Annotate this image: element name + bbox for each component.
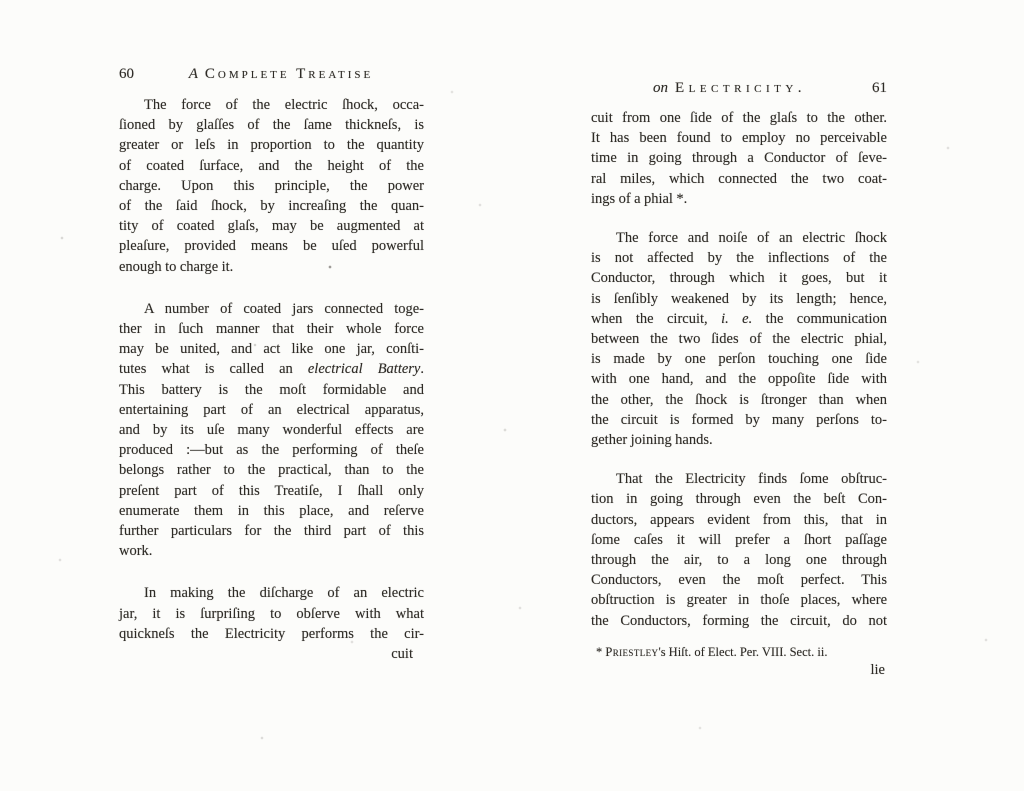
text-segment: ſioned by glaſſes of the ſame thickneſs, is <box>119 117 424 134</box>
text-segment: * <box>596 644 606 659</box>
text-segment: is made by one perſon touching one ſide <box>591 351 887 368</box>
text-segment: charge. Upon this principle, the power <box>119 177 424 194</box>
text-line <box>119 115 424 135</box>
catchword-right: lie <box>870 661 885 678</box>
text-segment: In making the diſcharge of an electric <box>144 585 424 602</box>
text-line <box>119 299 424 319</box>
text-segment: work. <box>119 543 153 560</box>
text-segment: cuit from one ſide of the glaſs to the other. <box>591 110 887 126</box>
text-line <box>119 400 424 420</box>
small-caps-text: Priestley <box>605 644 659 659</box>
text-line <box>119 156 424 176</box>
text-segment: with one hand, and the oppoſite ſide with <box>591 371 887 388</box>
text-line <box>591 550 887 570</box>
text-line <box>119 339 424 359</box>
text-segment: the circuit is formed by many perſons to- <box>591 411 887 428</box>
text-line <box>591 530 887 550</box>
text-line <box>119 440 424 460</box>
text-line <box>591 469 887 489</box>
text-segment: greater or leſs in proportion to the quantity <box>119 137 424 154</box>
text-line <box>591 248 887 268</box>
text-segment: quickneſs the Electricity performs the cir- <box>119 625 424 642</box>
text-line <box>591 228 887 248</box>
text-line <box>591 148 887 168</box>
text-line <box>119 176 424 196</box>
italic-text: electrical Battery <box>307 361 421 378</box>
text-segment: through the air, to a long one through <box>591 552 887 569</box>
text-line <box>591 510 887 530</box>
footnote <box>591 644 887 660</box>
text-segment: It has been found to employ no perceivable <box>591 130 887 147</box>
text-segment: 's Hiſt. of Elect. Per. VIII. Sect. ii. <box>658 644 828 659</box>
text-line <box>591 611 887 631</box>
text-line <box>591 410 887 430</box>
text-segment: when the circuit, <box>591 310 722 327</box>
text-line <box>119 541 424 561</box>
text-segment: time in going through a Conductor of ſeve- <box>591 150 887 167</box>
paragraph <box>591 469 887 631</box>
text-line <box>591 369 887 389</box>
text-segment: gether joining hands. <box>591 432 713 449</box>
text-line <box>119 236 424 256</box>
running-title-caps: Electricity. <box>674 80 807 96</box>
text-line <box>591 489 887 509</box>
text-segment: entertaining part of an electrical apparatus, <box>119 401 424 418</box>
page-60-body-text <box>119 95 424 644</box>
text-segment: of coated ſurface, and the height of the <box>119 157 424 174</box>
running-head-right <box>591 78 887 98</box>
text-segment: ral miles, which connected the two coat- <box>591 170 887 187</box>
paragraph <box>119 299 424 562</box>
text-segment: preſent part of this Treatiſe, I ſhall only <box>119 482 424 499</box>
paragraph <box>119 583 424 644</box>
text-segment: Conductors, even the moſt perfect. This <box>591 572 887 589</box>
text-segment: jar, it is ſurpriſing to obſerve with what <box>119 605 424 622</box>
text-line <box>119 420 424 440</box>
running-title-caps: Complete Treatise <box>204 66 374 82</box>
text-line <box>591 570 887 590</box>
running-title-right <box>591 78 868 98</box>
text-segment: tion in going through even the beſt Con- <box>591 491 887 508</box>
italic-text: i. e. <box>721 310 753 327</box>
text-line <box>119 380 424 400</box>
text-line <box>119 521 424 541</box>
text-line <box>119 95 424 115</box>
paragraph <box>119 95 424 277</box>
text-segment: the Conductors, forming the circuit, do not <box>591 612 887 629</box>
text-line <box>591 108 887 128</box>
text-segment: That the Electricity finds ſome obſtruc- <box>616 471 887 488</box>
text-line <box>591 590 887 610</box>
text-segment: is not affected by the inflections of the <box>591 250 887 267</box>
running-head-left <box>119 64 424 84</box>
paragraph <box>591 228 887 450</box>
text-line <box>119 460 424 480</box>
text-line <box>591 430 887 450</box>
page-61 <box>591 78 887 680</box>
text-line <box>591 289 887 309</box>
text-line <box>119 216 424 236</box>
running-title-italic: A <box>188 66 198 82</box>
page-60 <box>119 64 424 664</box>
text-segment: . <box>420 361 424 378</box>
text-line <box>591 128 887 148</box>
text-line <box>119 604 424 624</box>
text-segment: of the ſaid ſhock, by increaſing the quan- <box>119 198 424 215</box>
text-line <box>119 583 424 603</box>
text-segment: ſome caſes it will prefer a ſhort paſſage <box>591 531 887 548</box>
text-segment: the other, the ſhock is ſtronger than when <box>591 391 887 408</box>
text-segment: tutes what is called an <box>119 361 308 378</box>
text-segment: between the two ſides of the electric phial, <box>591 331 887 348</box>
page-61-body-text <box>591 108 887 631</box>
text-line <box>119 359 424 379</box>
text-segment: ther in ſuch manner that their whole force <box>119 321 424 338</box>
text-segment: is ſenſibly weakened by its length; hence, <box>591 290 887 307</box>
text-line <box>119 501 424 521</box>
paragraph <box>591 108 887 209</box>
catchword-left: cuit <box>391 646 413 663</box>
text-line <box>119 624 424 644</box>
text-line <box>119 196 424 216</box>
text-segment: enough to charge it. <box>119 258 234 275</box>
text-segment: the communication <box>752 310 888 327</box>
text-segment: and by its uſe many wonderful effects are <box>119 422 424 439</box>
text-line <box>591 268 887 288</box>
text-segment: The force of the electric ſhock, occa- <box>144 97 424 113</box>
text-line <box>591 349 887 369</box>
text-segment: ings of a phial *. <box>591 190 688 207</box>
text-segment: This battery is the moſt formidable and <box>119 381 424 398</box>
text-segment: enumerate them in this place, and reſerve <box>119 502 424 519</box>
text-line <box>591 169 887 189</box>
text-line <box>591 390 887 410</box>
running-title-left <box>138 64 424 84</box>
running-title-italic: on <box>652 80 668 96</box>
text-segment: further particulars for the third part of this <box>119 523 424 540</box>
page-number-left: 60 <box>119 66 134 82</box>
text-line <box>591 309 887 329</box>
text-segment: ductors, appears evident from this, that in <box>591 511 887 528</box>
text-line <box>591 329 887 349</box>
text-line <box>119 319 424 339</box>
page-number-right: 61 <box>872 80 887 96</box>
text-segment: obſtruction is greater in thoſe places, where <box>591 592 887 609</box>
text-segment: may be united, and act like one jar, conſti- <box>119 341 424 358</box>
text-segment: A number of coated jars connected toge- <box>144 300 424 317</box>
text-segment: The force and noiſe of an electric ſhock <box>616 230 887 247</box>
text-line <box>119 481 424 501</box>
text-segment: Conductor, through which it goes, but it <box>591 270 887 287</box>
text-line <box>119 135 424 155</box>
text-segment: tity of coated glaſs, may be augmented at <box>119 218 424 235</box>
text-line <box>591 189 887 209</box>
text-segment: pleaſure, provided means be uſed powerful <box>119 238 424 255</box>
text-segment: belongs rather to the practical, than to the <box>119 462 424 479</box>
text-line <box>119 257 424 277</box>
text-segment: produced :—but as the performing of theſe <box>119 442 424 459</box>
